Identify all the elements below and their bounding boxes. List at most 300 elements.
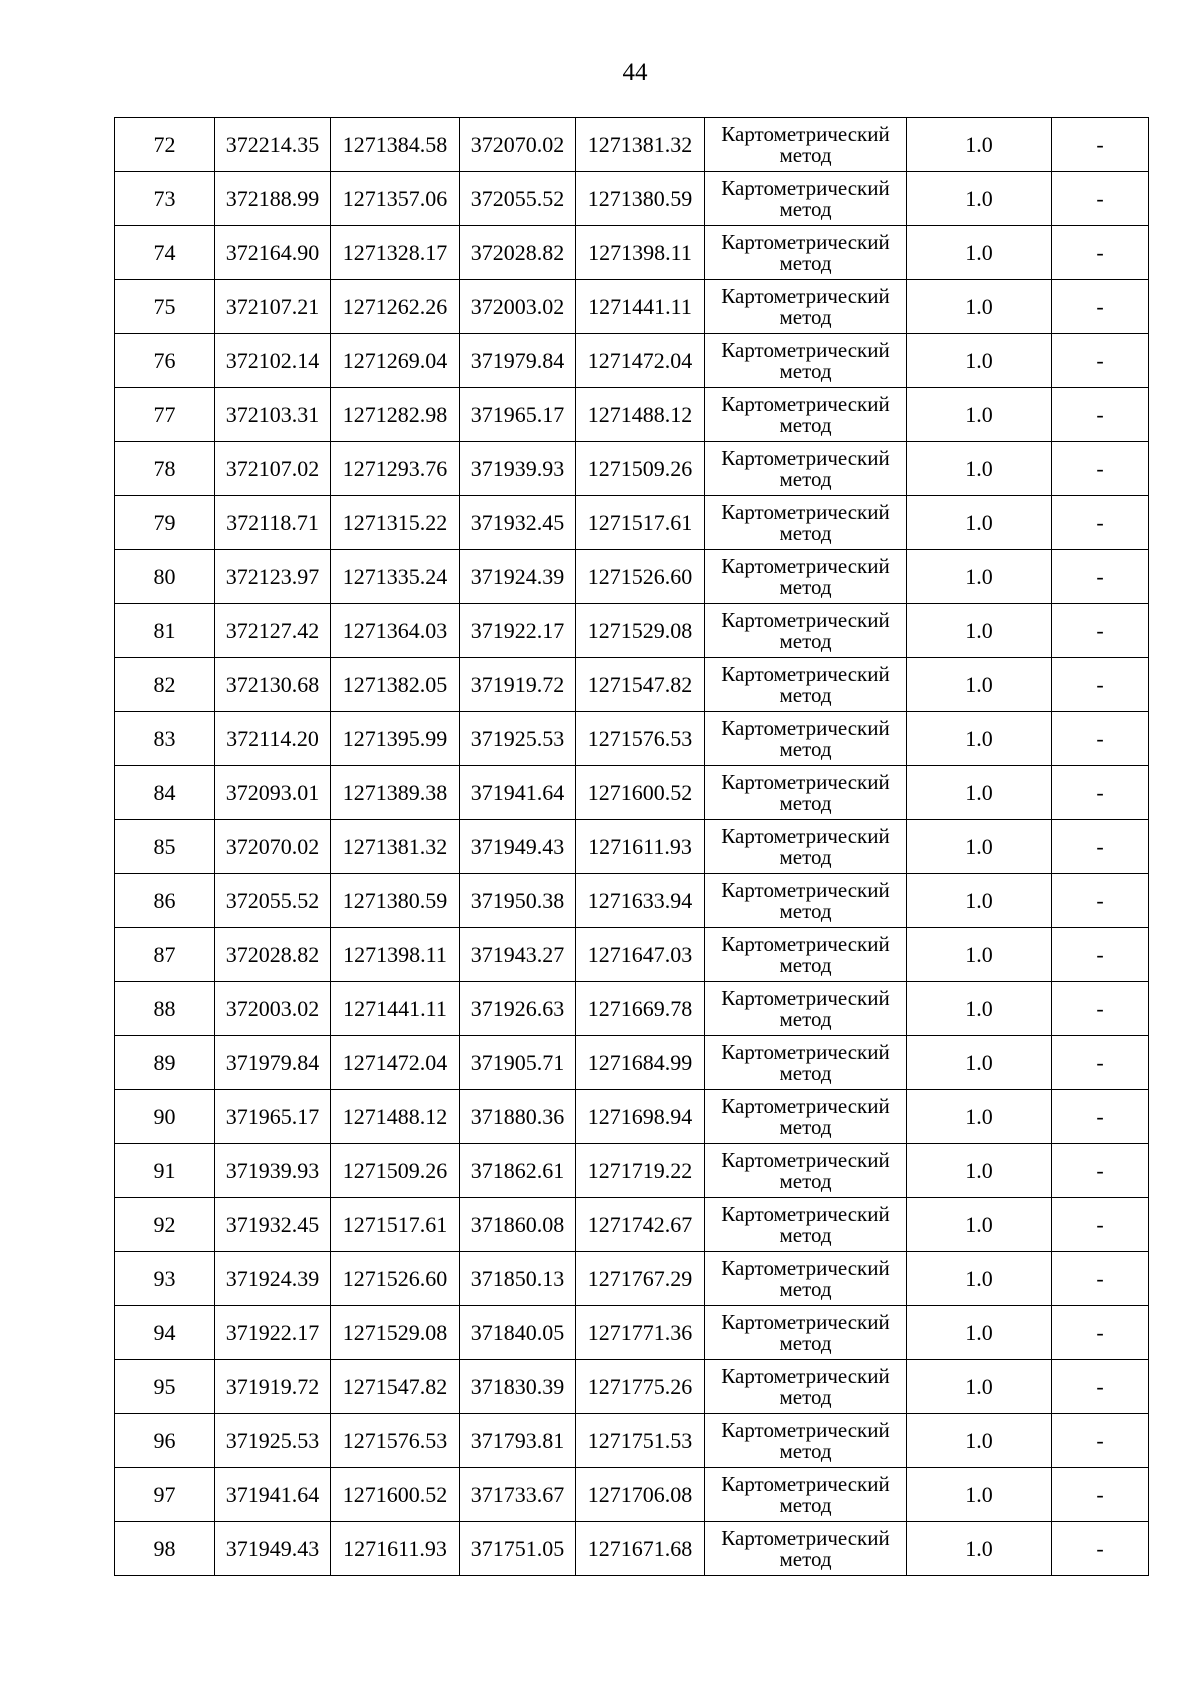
y2-coordinate-cell: 1271775.26 bbox=[576, 1360, 705, 1414]
y1-coordinate-cell: 1271262.26 bbox=[331, 280, 460, 334]
note-cell: - bbox=[1052, 1414, 1149, 1468]
x1-coordinate-cell: 372130.68 bbox=[215, 658, 331, 712]
method-label-line2: метод bbox=[779, 1492, 832, 1517]
table-row bbox=[115, 496, 1149, 550]
method-label-line2: метод bbox=[779, 358, 832, 383]
point-number-cell: 87 bbox=[115, 928, 215, 982]
x1-coordinate-cell: 372214.35 bbox=[215, 118, 331, 172]
y1-coordinate-cell: 1271335.24 bbox=[331, 550, 460, 604]
y2-coordinate-cell: 1271633.94 bbox=[576, 874, 705, 928]
y1-coordinate-cell: 1271282.98 bbox=[331, 388, 460, 442]
x1-coordinate-cell: 372028.82 bbox=[215, 928, 331, 982]
y1-coordinate-cell: 1271576.53 bbox=[331, 1414, 460, 1468]
method-label-line2: метод bbox=[779, 574, 832, 599]
method-label-line2: метод bbox=[779, 1114, 832, 1139]
x2-coordinate-cell: 371941.64 bbox=[460, 766, 576, 820]
table-row bbox=[115, 442, 1149, 496]
point-number-cell: 95 bbox=[115, 1360, 215, 1414]
x2-coordinate-cell: 371943.27 bbox=[460, 928, 576, 982]
table-row bbox=[115, 874, 1149, 928]
y1-coordinate-cell: 1271315.22 bbox=[331, 496, 460, 550]
note-cell: - bbox=[1052, 1360, 1149, 1414]
x1-coordinate-cell: 372093.01 bbox=[215, 766, 331, 820]
accuracy-cell: 1.0 bbox=[907, 604, 1052, 658]
method-label-line2: метод bbox=[779, 196, 832, 221]
method-label-line1: Картометрический bbox=[721, 499, 890, 524]
method-cell bbox=[705, 1306, 907, 1360]
x2-coordinate-cell: 371830.39 bbox=[460, 1360, 576, 1414]
method-label-line1: Картометрический bbox=[721, 769, 890, 794]
x1-coordinate-cell: 372118.71 bbox=[215, 496, 331, 550]
x2-coordinate-cell: 371965.17 bbox=[460, 388, 576, 442]
method-label-line2: метод bbox=[779, 1546, 832, 1571]
method-cell bbox=[705, 118, 907, 172]
table-row bbox=[115, 766, 1149, 820]
y1-coordinate-cell: 1271529.08 bbox=[331, 1306, 460, 1360]
y1-coordinate-cell: 1271382.05 bbox=[331, 658, 460, 712]
note-cell: - bbox=[1052, 928, 1149, 982]
accuracy-cell: 1.0 bbox=[907, 1144, 1052, 1198]
x1-coordinate-cell: 371924.39 bbox=[215, 1252, 331, 1306]
y1-coordinate-cell: 1271611.93 bbox=[331, 1522, 460, 1576]
point-number-cell: 96 bbox=[115, 1414, 215, 1468]
y2-coordinate-cell: 1271684.99 bbox=[576, 1036, 705, 1090]
method-label-line2: метод bbox=[779, 304, 832, 329]
table-row bbox=[115, 334, 1149, 388]
y1-coordinate-cell: 1271509.26 bbox=[331, 1144, 460, 1198]
note-cell: - bbox=[1052, 658, 1149, 712]
method-cell bbox=[705, 442, 907, 496]
method-cell bbox=[705, 820, 907, 874]
table-row bbox=[115, 172, 1149, 226]
note-cell: - bbox=[1052, 604, 1149, 658]
note-cell: - bbox=[1052, 712, 1149, 766]
table-row bbox=[115, 712, 1149, 766]
table-row bbox=[115, 820, 1149, 874]
x2-coordinate-cell: 371979.84 bbox=[460, 334, 576, 388]
x1-coordinate-cell: 372123.97 bbox=[215, 550, 331, 604]
y2-coordinate-cell: 1271380.59 bbox=[576, 172, 705, 226]
method-label-line2: метод bbox=[779, 682, 832, 707]
table-row bbox=[115, 1468, 1149, 1522]
accuracy-cell: 1.0 bbox=[907, 1252, 1052, 1306]
method-cell bbox=[705, 712, 907, 766]
x1-coordinate-cell: 371979.84 bbox=[215, 1036, 331, 1090]
y2-coordinate-cell: 1271719.22 bbox=[576, 1144, 705, 1198]
note-cell: - bbox=[1052, 874, 1149, 928]
method-cell bbox=[705, 550, 907, 604]
method-label-line1: Картометрический bbox=[721, 121, 890, 146]
x1-coordinate-cell: 372188.99 bbox=[215, 172, 331, 226]
x1-coordinate-cell: 372127.42 bbox=[215, 604, 331, 658]
y1-coordinate-cell: 1271269.04 bbox=[331, 334, 460, 388]
y1-coordinate-cell: 1271380.59 bbox=[331, 874, 460, 928]
point-number-cell: 75 bbox=[115, 280, 215, 334]
note-cell: - bbox=[1052, 982, 1149, 1036]
method-cell bbox=[705, 982, 907, 1036]
x1-coordinate-cell: 371925.53 bbox=[215, 1414, 331, 1468]
y2-coordinate-cell: 1271751.53 bbox=[576, 1414, 705, 1468]
table-row bbox=[115, 1360, 1149, 1414]
accuracy-cell: 1.0 bbox=[907, 766, 1052, 820]
x2-coordinate-cell: 371949.43 bbox=[460, 820, 576, 874]
accuracy-cell: 1.0 bbox=[907, 118, 1052, 172]
method-label-line2: метод bbox=[779, 1276, 832, 1301]
method-label-line2: метод bbox=[779, 1006, 832, 1031]
method-label-line2: метод bbox=[779, 1438, 832, 1463]
y1-coordinate-cell: 1271328.17 bbox=[331, 226, 460, 280]
x2-coordinate-cell: 371880.36 bbox=[460, 1090, 576, 1144]
method-label-line1: Картометрический bbox=[721, 1147, 890, 1172]
method-cell bbox=[705, 172, 907, 226]
method-cell bbox=[705, 1522, 907, 1576]
y2-coordinate-cell: 1271706.08 bbox=[576, 1468, 705, 1522]
y1-coordinate-cell: 1271472.04 bbox=[331, 1036, 460, 1090]
method-label-line2: метод bbox=[779, 628, 832, 653]
method-label-line2: метод bbox=[779, 250, 832, 275]
x2-coordinate-cell: 372055.52 bbox=[460, 172, 576, 226]
accuracy-cell: 1.0 bbox=[907, 874, 1052, 928]
x1-coordinate-cell: 372055.52 bbox=[215, 874, 331, 928]
table-row bbox=[115, 118, 1149, 172]
note-cell: - bbox=[1052, 442, 1149, 496]
table-row bbox=[115, 928, 1149, 982]
table-row bbox=[115, 1252, 1149, 1306]
method-label-line2: метод bbox=[779, 844, 832, 869]
table-row bbox=[115, 226, 1149, 280]
x2-coordinate-cell: 372003.02 bbox=[460, 280, 576, 334]
accuracy-cell: 1.0 bbox=[907, 1468, 1052, 1522]
accuracy-cell: 1.0 bbox=[907, 388, 1052, 442]
method-cell bbox=[705, 388, 907, 442]
table-row bbox=[115, 1414, 1149, 1468]
method-label-line1: Картометрический bbox=[721, 661, 890, 686]
y1-coordinate-cell: 1271384.58 bbox=[331, 118, 460, 172]
method-label-line1: Картометрический bbox=[721, 1309, 890, 1334]
method-label-line1: Картометрический bbox=[721, 175, 890, 200]
x2-coordinate-cell: 371751.05 bbox=[460, 1522, 576, 1576]
note-cell: - bbox=[1052, 1306, 1149, 1360]
y2-coordinate-cell: 1271529.08 bbox=[576, 604, 705, 658]
method-label-line1: Картометрический bbox=[721, 715, 890, 740]
method-label-line2: метод bbox=[779, 736, 832, 761]
method-label-line1: Картометрический bbox=[721, 391, 890, 416]
table-body bbox=[115, 118, 1149, 1576]
point-number-cell: 81 bbox=[115, 604, 215, 658]
y2-coordinate-cell: 1271647.03 bbox=[576, 928, 705, 982]
table-row bbox=[115, 1144, 1149, 1198]
note-cell: - bbox=[1052, 1144, 1149, 1198]
method-cell bbox=[705, 1252, 907, 1306]
point-number-cell: 88 bbox=[115, 982, 215, 1036]
method-label-line1: Картометрический bbox=[721, 1471, 890, 1496]
method-label-line1: Картометрический bbox=[721, 553, 890, 578]
x2-coordinate-cell: 371850.13 bbox=[460, 1252, 576, 1306]
x1-coordinate-cell: 371949.43 bbox=[215, 1522, 331, 1576]
y2-coordinate-cell: 1271669.78 bbox=[576, 982, 705, 1036]
method-label-line1: Картометрический bbox=[721, 337, 890, 362]
method-label-line2: метод bbox=[779, 520, 832, 545]
method-label-line1: Картометрический bbox=[721, 1039, 890, 1064]
note-cell: - bbox=[1052, 280, 1149, 334]
point-number-cell: 85 bbox=[115, 820, 215, 874]
y2-coordinate-cell: 1271398.11 bbox=[576, 226, 705, 280]
x2-coordinate-cell: 371733.67 bbox=[460, 1468, 576, 1522]
table-row bbox=[115, 550, 1149, 604]
table-row bbox=[115, 604, 1149, 658]
x2-coordinate-cell: 372070.02 bbox=[460, 118, 576, 172]
accuracy-cell: 1.0 bbox=[907, 1360, 1052, 1414]
y2-coordinate-cell: 1271526.60 bbox=[576, 550, 705, 604]
note-cell: - bbox=[1052, 496, 1149, 550]
x2-coordinate-cell: 371939.93 bbox=[460, 442, 576, 496]
y2-coordinate-cell: 1271600.52 bbox=[576, 766, 705, 820]
method-label-line1: Картометрический bbox=[721, 823, 890, 848]
x2-coordinate-cell: 371925.53 bbox=[460, 712, 576, 766]
x2-coordinate-cell: 371862.61 bbox=[460, 1144, 576, 1198]
point-number-cell: 84 bbox=[115, 766, 215, 820]
table-row bbox=[115, 1522, 1149, 1576]
y2-coordinate-cell: 1271509.26 bbox=[576, 442, 705, 496]
accuracy-cell: 1.0 bbox=[907, 1414, 1052, 1468]
table-row bbox=[115, 1306, 1149, 1360]
y1-coordinate-cell: 1271357.06 bbox=[331, 172, 460, 226]
y1-coordinate-cell: 1271488.12 bbox=[331, 1090, 460, 1144]
x2-coordinate-cell: 371919.72 bbox=[460, 658, 576, 712]
y2-coordinate-cell: 1271547.82 bbox=[576, 658, 705, 712]
point-number-cell: 76 bbox=[115, 334, 215, 388]
method-label-line1: Картометрический bbox=[721, 1201, 890, 1226]
method-cell bbox=[705, 1414, 907, 1468]
accuracy-cell: 1.0 bbox=[907, 1198, 1052, 1252]
method-label-line2: метод bbox=[779, 1060, 832, 1085]
method-label-line1: Картометрический bbox=[721, 607, 890, 632]
x1-coordinate-cell: 372003.02 bbox=[215, 982, 331, 1036]
method-label-line2: метод bbox=[779, 466, 832, 491]
y1-coordinate-cell: 1271441.11 bbox=[331, 982, 460, 1036]
point-number-cell: 86 bbox=[115, 874, 215, 928]
table-row bbox=[115, 982, 1149, 1036]
accuracy-cell: 1.0 bbox=[907, 496, 1052, 550]
method-label-line2: метод bbox=[779, 1168, 832, 1193]
point-number-cell: 79 bbox=[115, 496, 215, 550]
y1-coordinate-cell: 1271389.38 bbox=[331, 766, 460, 820]
x1-coordinate-cell: 371939.93 bbox=[215, 1144, 331, 1198]
x2-coordinate-cell: 371905.71 bbox=[460, 1036, 576, 1090]
note-cell: - bbox=[1052, 118, 1149, 172]
point-number-cell: 83 bbox=[115, 712, 215, 766]
x2-coordinate-cell: 371924.39 bbox=[460, 550, 576, 604]
method-cell bbox=[705, 496, 907, 550]
table-row bbox=[115, 1198, 1149, 1252]
y2-coordinate-cell: 1271488.12 bbox=[576, 388, 705, 442]
method-label-line1: Картометрический bbox=[721, 931, 890, 956]
method-cell bbox=[705, 226, 907, 280]
accuracy-cell: 1.0 bbox=[907, 442, 1052, 496]
accuracy-cell: 1.0 bbox=[907, 280, 1052, 334]
x1-coordinate-cell: 371965.17 bbox=[215, 1090, 331, 1144]
point-number-cell: 89 bbox=[115, 1036, 215, 1090]
page-number: 44 bbox=[622, 59, 648, 86]
method-cell bbox=[705, 1090, 907, 1144]
method-cell bbox=[705, 766, 907, 820]
y1-coordinate-cell: 1271381.32 bbox=[331, 820, 460, 874]
point-number-cell: 74 bbox=[115, 226, 215, 280]
table-row bbox=[115, 1090, 1149, 1144]
method-cell bbox=[705, 334, 907, 388]
accuracy-cell: 1.0 bbox=[907, 1090, 1052, 1144]
y2-coordinate-cell: 1271381.32 bbox=[576, 118, 705, 172]
method-label-line2: метод bbox=[779, 790, 832, 815]
method-label-line1: Картометрический bbox=[721, 1525, 890, 1550]
note-cell: - bbox=[1052, 334, 1149, 388]
accuracy-cell: 1.0 bbox=[907, 820, 1052, 874]
y1-coordinate-cell: 1271364.03 bbox=[331, 604, 460, 658]
x1-coordinate-cell: 372107.21 bbox=[215, 280, 331, 334]
point-number-cell: 91 bbox=[115, 1144, 215, 1198]
point-number-cell: 72 bbox=[115, 118, 215, 172]
x2-coordinate-cell: 371922.17 bbox=[460, 604, 576, 658]
x1-coordinate-cell: 371941.64 bbox=[215, 1468, 331, 1522]
x1-coordinate-cell: 372070.02 bbox=[215, 820, 331, 874]
method-label-line1: Картометрический bbox=[721, 229, 890, 254]
x2-coordinate-cell: 371926.63 bbox=[460, 982, 576, 1036]
note-cell: - bbox=[1052, 1036, 1149, 1090]
y2-coordinate-cell: 1271671.68 bbox=[576, 1522, 705, 1576]
table-row bbox=[115, 658, 1149, 712]
accuracy-cell: 1.0 bbox=[907, 1522, 1052, 1576]
method-label-line2: метод bbox=[779, 1384, 832, 1409]
note-cell: - bbox=[1052, 1252, 1149, 1306]
accuracy-cell: 1.0 bbox=[907, 226, 1052, 280]
x1-coordinate-cell: 372164.90 bbox=[215, 226, 331, 280]
accuracy-cell: 1.0 bbox=[907, 1036, 1052, 1090]
method-label-line1: Картометрический bbox=[721, 1093, 890, 1118]
y1-coordinate-cell: 1271398.11 bbox=[331, 928, 460, 982]
method-label-line1: Картометрический bbox=[721, 1255, 890, 1280]
method-label-line1: Картометрический bbox=[721, 877, 890, 902]
point-number-cell: 98 bbox=[115, 1522, 215, 1576]
x2-coordinate-cell: 371840.05 bbox=[460, 1306, 576, 1360]
point-number-cell: 82 bbox=[115, 658, 215, 712]
method-label-line2: метод bbox=[779, 412, 832, 437]
method-cell bbox=[705, 1468, 907, 1522]
point-number-cell: 80 bbox=[115, 550, 215, 604]
table-row bbox=[115, 1036, 1149, 1090]
method-label-line1: Картометрический bbox=[721, 445, 890, 470]
y1-coordinate-cell: 1271600.52 bbox=[331, 1468, 460, 1522]
x2-coordinate-cell: 371932.45 bbox=[460, 496, 576, 550]
y1-coordinate-cell: 1271547.82 bbox=[331, 1360, 460, 1414]
y1-coordinate-cell: 1271395.99 bbox=[331, 712, 460, 766]
method-label-line1: Картометрический bbox=[721, 283, 890, 308]
note-cell: - bbox=[1052, 766, 1149, 820]
y1-coordinate-cell: 1271293.76 bbox=[331, 442, 460, 496]
accuracy-cell: 1.0 bbox=[907, 1306, 1052, 1360]
y2-coordinate-cell: 1271517.61 bbox=[576, 496, 705, 550]
x2-coordinate-cell: 371950.38 bbox=[460, 874, 576, 928]
note-cell: - bbox=[1052, 1522, 1149, 1576]
x1-coordinate-cell: 372114.20 bbox=[215, 712, 331, 766]
accuracy-cell: 1.0 bbox=[907, 550, 1052, 604]
point-number-cell: 94 bbox=[115, 1306, 215, 1360]
x1-coordinate-cell: 371922.17 bbox=[215, 1306, 331, 1360]
point-number-cell: 90 bbox=[115, 1090, 215, 1144]
y2-coordinate-cell: 1271576.53 bbox=[576, 712, 705, 766]
method-cell bbox=[705, 1360, 907, 1414]
accuracy-cell: 1.0 bbox=[907, 658, 1052, 712]
y2-coordinate-cell: 1271441.11 bbox=[576, 280, 705, 334]
y2-coordinate-cell: 1271771.36 bbox=[576, 1306, 705, 1360]
x2-coordinate-cell: 371860.08 bbox=[460, 1198, 576, 1252]
method-cell bbox=[705, 1036, 907, 1090]
note-cell: - bbox=[1052, 388, 1149, 442]
note-cell: - bbox=[1052, 820, 1149, 874]
accuracy-cell: 1.0 bbox=[907, 928, 1052, 982]
point-number-cell: 93 bbox=[115, 1252, 215, 1306]
point-number-cell: 78 bbox=[115, 442, 215, 496]
method-cell bbox=[705, 1144, 907, 1198]
y2-coordinate-cell: 1271698.94 bbox=[576, 1090, 705, 1144]
note-cell: - bbox=[1052, 226, 1149, 280]
x2-coordinate-cell: 371793.81 bbox=[460, 1414, 576, 1468]
point-number-cell: 97 bbox=[115, 1468, 215, 1522]
method-cell bbox=[705, 280, 907, 334]
table-row bbox=[115, 388, 1149, 442]
x1-coordinate-cell: 372102.14 bbox=[215, 334, 331, 388]
note-cell: - bbox=[1052, 1090, 1149, 1144]
y1-coordinate-cell: 1271526.60 bbox=[331, 1252, 460, 1306]
x1-coordinate-cell: 372103.31 bbox=[215, 388, 331, 442]
method-label-line1: Картометрический bbox=[721, 985, 890, 1010]
x1-coordinate-cell: 372107.02 bbox=[215, 442, 331, 496]
method-cell bbox=[705, 928, 907, 982]
x2-coordinate-cell: 372028.82 bbox=[460, 226, 576, 280]
point-number-cell: 92 bbox=[115, 1198, 215, 1252]
method-label-line2: метод bbox=[779, 952, 832, 977]
accuracy-cell: 1.0 bbox=[907, 712, 1052, 766]
y2-coordinate-cell: 1271767.29 bbox=[576, 1252, 705, 1306]
coordinates-table bbox=[114, 117, 1149, 1576]
x1-coordinate-cell: 371932.45 bbox=[215, 1198, 331, 1252]
note-cell: - bbox=[1052, 550, 1149, 604]
method-label-line1: Картометрический bbox=[721, 1363, 890, 1388]
method-cell bbox=[705, 874, 907, 928]
method-label-line2: метод bbox=[779, 898, 832, 923]
method-label-line2: метод bbox=[779, 142, 832, 167]
point-number-cell: 73 bbox=[115, 172, 215, 226]
y1-coordinate-cell: 1271517.61 bbox=[331, 1198, 460, 1252]
accuracy-cell: 1.0 bbox=[907, 334, 1052, 388]
note-cell: - bbox=[1052, 1468, 1149, 1522]
y2-coordinate-cell: 1271742.67 bbox=[576, 1198, 705, 1252]
y2-coordinate-cell: 1271472.04 bbox=[576, 334, 705, 388]
note-cell: - bbox=[1052, 172, 1149, 226]
method-cell bbox=[705, 1198, 907, 1252]
x1-coordinate-cell: 371919.72 bbox=[215, 1360, 331, 1414]
method-label-line2: метод bbox=[779, 1330, 832, 1355]
y2-coordinate-cell: 1271611.93 bbox=[576, 820, 705, 874]
point-number-cell: 77 bbox=[115, 388, 215, 442]
accuracy-cell: 1.0 bbox=[907, 982, 1052, 1036]
method-cell bbox=[705, 604, 907, 658]
method-cell bbox=[705, 658, 907, 712]
method-label-line1: Картометрический bbox=[721, 1417, 890, 1442]
method-label-line2: метод bbox=[779, 1222, 832, 1247]
table-row bbox=[115, 280, 1149, 334]
accuracy-cell: 1.0 bbox=[907, 172, 1052, 226]
note-cell: - bbox=[1052, 1198, 1149, 1252]
